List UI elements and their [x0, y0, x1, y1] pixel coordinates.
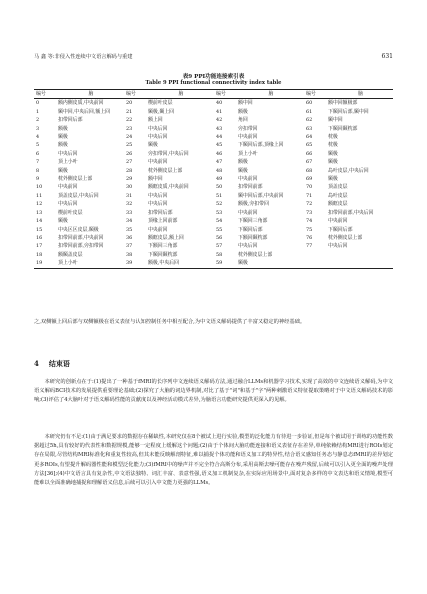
- table-row: [34, 217, 393, 225]
- col-header-brain: 脑: [268, 91, 274, 97]
- index-cell: 28: [126, 167, 133, 174]
- brain-region-cell: 额上回: [148, 117, 163, 124]
- running-header: [34, 53, 393, 61]
- index-cell: 42: [216, 117, 223, 124]
- index-cell: 52: [216, 201, 223, 208]
- brain-region-cell: 枕外侧皮层上部: [328, 234, 363, 241]
- index-cell: 18: [36, 251, 43, 258]
- table-row: [34, 158, 393, 166]
- index-cell: 13: [36, 209, 43, 216]
- index-cell: 65: [306, 142, 313, 149]
- index-cell: 68: [306, 167, 313, 174]
- index-cell: 17: [36, 243, 43, 250]
- index-cell: 62: [306, 117, 313, 124]
- brain-region-cell: 中央前回: [238, 134, 258, 141]
- index-cell: 51: [216, 192, 223, 199]
- index-cell: 8: [36, 167, 40, 174]
- index-cell: 67: [306, 159, 313, 166]
- brain-region-cell: 颞极: [238, 167, 248, 174]
- index-cell: 7: [36, 159, 40, 166]
- brain-region-cell: 扣带回前部,中央后回: [328, 209, 374, 216]
- table-row: [34, 200, 393, 208]
- table-row: [34, 108, 393, 116]
- brain-region-cell: 颞中回后部,中央前回: [238, 192, 284, 199]
- brain-region-cell: 额中回: [238, 100, 253, 107]
- brain-region-cell: 楔前叶皮层: [58, 209, 83, 216]
- index-cell: 47: [216, 159, 223, 166]
- section-title: 结束语: [48, 359, 70, 368]
- table-row: [34, 141, 393, 149]
- index-cell: 48: [216, 167, 223, 174]
- brain-region-cell: 下额回颞枕部: [238, 234, 268, 241]
- index-cell: 45: [216, 142, 223, 149]
- brain-region-cell: 额极: [238, 108, 248, 115]
- col-header-index: 编号: [306, 91, 316, 97]
- index-cell: 61: [306, 108, 313, 115]
- brain-region-cell: 下颞回后部,颞中回: [328, 108, 369, 115]
- index-cell: 35: [126, 226, 133, 233]
- index-cell: 9: [36, 176, 40, 183]
- index-cell: 26: [126, 150, 133, 157]
- col-header-brain: 脑: [88, 91, 94, 97]
- table-row: [34, 251, 393, 259]
- table-row: [34, 125, 393, 133]
- brain-region-cell: 顶盖皮层,中央后回: [58, 192, 99, 199]
- table-row: [34, 192, 393, 200]
- index-cell: 73: [306, 209, 313, 216]
- brain-region-cell: 额极: [58, 125, 68, 132]
- index-cell: 44: [216, 134, 223, 141]
- index-cell: 60: [306, 100, 313, 107]
- brain-region-cell: 扣带回前部: [238, 184, 263, 191]
- page-number: 631: [381, 53, 393, 60]
- index-cell: 40: [216, 100, 223, 107]
- index-cell: 19: [36, 260, 43, 267]
- index-cell: 59: [216, 260, 223, 267]
- brain-region-cell: 扣带回后部: [58, 117, 83, 124]
- index-cell: 15: [36, 226, 43, 233]
- table-row: [34, 99, 393, 108]
- brain-region-cell: 中央后回: [328, 243, 348, 250]
- index-cell: 71: [306, 192, 313, 199]
- table-row: [34, 226, 393, 234]
- index-cell: 69: [306, 176, 313, 183]
- brain-region-cell: 额中回额极部: [328, 100, 358, 107]
- index-cell: 39: [126, 260, 133, 267]
- col-header-brain: 脑: [358, 91, 363, 97]
- col-header-brain: 脑: [178, 91, 184, 97]
- brain-region-cell: 岛叶皮层,中央后回: [328, 167, 369, 174]
- brain-region-cell: 扣带回后部: [148, 209, 173, 216]
- index-cell: 25: [126, 142, 133, 149]
- index-cell: [304, 251, 326, 259]
- col-header-index: 编号: [216, 91, 226, 97]
- table-row: [34, 242, 393, 250]
- index-cell: 37: [126, 243, 133, 250]
- brain-region-cell: 中央后回: [148, 192, 168, 199]
- col-header-index: 编号: [126, 91, 136, 97]
- brain-region-cell: 中央前回: [148, 159, 168, 166]
- index-cell: 70: [306, 184, 313, 191]
- brain-region-cell: 下颞回后部: [328, 226, 353, 233]
- section-number: 4: [34, 359, 39, 368]
- brain-region-cell: 额颞盖皮层: [58, 251, 83, 258]
- brain-region-cell: 颞极: [328, 159, 338, 166]
- index-cell: 2: [36, 117, 40, 124]
- brain-region-cell: 扣带回前部,旁扣带回: [58, 243, 104, 250]
- index-cell: 36: [126, 234, 133, 241]
- index-cell: 12: [36, 201, 43, 208]
- brain-region-cell: 顶上小叶: [238, 150, 258, 157]
- index-cell: [304, 259, 326, 268]
- index-cell: 49: [216, 176, 223, 183]
- index-cell: 11: [36, 192, 43, 199]
- brain-region-cell: 额极: [238, 159, 248, 166]
- index-cell: 24: [126, 134, 133, 141]
- brain-region-cell: 顶上小叶: [58, 159, 78, 166]
- brain-region-cell: 额眶皮质,中央前回: [148, 184, 189, 191]
- index-cell: 5: [36, 142, 40, 149]
- section-heading: [34, 359, 80, 369]
- index-cell: 6: [36, 150, 40, 157]
- brain-region-cell: 下颞回颞枕部: [148, 251, 178, 258]
- brain-region-cell: 中央前回: [328, 218, 348, 225]
- index-cell: 77: [306, 243, 313, 250]
- paragraph-continuation: 之,双侧额上回后部与双侧额极在语义表征与认知控制任务中相互配合,为中文语义解码提供了丰富又稳定的神经基础。: [34, 319, 306, 325]
- brain-region-cell: [326, 259, 393, 268]
- index-cell: 64: [306, 134, 313, 141]
- brain-region-cell: 中央后回: [148, 125, 168, 132]
- brain-region-cell: 楔前叶皮层: [148, 100, 173, 107]
- brain-region-cell: 颞极: [58, 167, 68, 174]
- brain-region-cell: 扣带回前部,中央前回: [58, 234, 104, 241]
- ppi-index-table: [34, 89, 393, 269]
- index-cell: 20: [126, 100, 133, 107]
- index-cell: 38: [126, 251, 133, 258]
- brain-region-cell: 中央前回: [58, 184, 78, 191]
- paragraph-contributions: 本研究的创新点在于:(1)提出了一种基于fMRI的长序列中文连续语义解码方法,通过融合LLMs和机器学习技术,实现了高效的中文连续语义解码,为中文语义解码BCI技术的发展提供重要理论基础;(2)探究了大脑的词边界机制,对比了基于"词"和基于"字"两种刺激语义特征提取策略对于中文语义解码技术的影响;(3)评估了4大脑叶对于语义解码性能的贡献度以及神经活动模式差异,为脑语言功能研究提供更深入的见解。: [34, 379, 393, 404]
- table-row: [34, 116, 393, 124]
- index-cell: 3: [36, 125, 40, 132]
- table-row: [34, 209, 393, 217]
- table-row: [34, 259, 393, 268]
- table-row: [34, 167, 393, 175]
- table-row: [34, 234, 393, 242]
- brain-region-cell: 中央后回: [58, 150, 78, 157]
- index-cell: 21: [126, 108, 133, 115]
- index-cell: 74: [306, 218, 313, 225]
- index-cell: 58: [216, 251, 223, 258]
- index-cell: 76: [306, 234, 313, 241]
- brain-region-cell: 中央前回: [148, 226, 168, 233]
- index-cell: 43: [216, 125, 223, 132]
- brain-region-cell: 颞极: [238, 260, 248, 267]
- index-cell: 22: [126, 117, 133, 124]
- brain-region-cell: 额中回: [148, 176, 163, 183]
- brain-region-cell: 颞极: [58, 134, 68, 141]
- index-cell: 41: [216, 108, 223, 115]
- brain-region-cell: 中央后回: [58, 201, 78, 208]
- index-cell: 31: [126, 192, 133, 199]
- index-cell: 29: [126, 176, 133, 183]
- index-cell: 16: [36, 234, 43, 241]
- brain-region-cell: 中央后回: [148, 201, 168, 208]
- brain-region-cell: 旁扣带回: [238, 125, 258, 132]
- brain-region-cell: 颞极,颞上回: [148, 108, 175, 115]
- index-cell: 10: [36, 184, 43, 191]
- brain-region-cell: 颞极: [328, 176, 338, 183]
- index-cell: 57: [216, 243, 223, 250]
- paragraph-limitations: 本研究仍有不足:(1)由于满足要求的数据存在稀缺性,本研究仅在8个被试上进行实验,模型的泛化能力有待进一步验证,但是每个被试用于训练的功能性数据超过5h,具有较好的代表性和数据规模,能够一定程度上缓解这个问题;(2)由于个体间大脑功能连接和语义表征存在差异,单纯依赖结构MRI进行ROIs划定存在局限,尽管结构MRI标准化和重复性较高,但其未能反映解剖特征,难以捕捉个体功能和语义加工的特异性,结合语义感知任务态与静息态fMRI的差异划定更多ROIs,有望提升解码器性能和模型泛化能力;(3)fMRI中的噪声并不完全符合高斯分布,采用高斯去噪可能存在噪声残留,后续可以引入更全面的噪声处理方法[36];(4)中文语言具有复杂性,中文语法独特、词汇丰富、表意性强,语义加工机制复杂,在实际应用场景中,面对复杂多样的中文表达和语义情境,模型可能难以全面准确地捕捉和理解语义信息,后续可以引入中文能力更强的LLMs。: [34, 434, 393, 487]
- index-cell: 50: [216, 184, 223, 191]
- brain-region-cell: 颞中回: [328, 117, 343, 124]
- col-header-index: 编号: [36, 91, 46, 97]
- brain-region-cell: 角回: [238, 117, 248, 124]
- brain-region-cell: 额极,中央后回: [148, 260, 179, 267]
- brain-region-cell: 额眶皮层,额上回: [148, 234, 184, 241]
- index-cell: 27: [126, 159, 133, 166]
- brain-region-cell: 中央后回: [238, 243, 258, 250]
- index-cell: 30: [126, 184, 133, 191]
- index-cell: 1: [36, 108, 40, 115]
- index-cell: 75: [306, 226, 313, 233]
- index-cell: 14: [36, 218, 43, 225]
- table-caption-zh: 表9 PPI功能连接索引表: [182, 74, 245, 80]
- brain-region-cell: 额极: [58, 142, 68, 149]
- table-row: [34, 150, 393, 158]
- index-cell: 0: [36, 100, 40, 107]
- brain-region-cell: 下颞回颞枕部: [328, 125, 358, 132]
- index-cell: 72: [306, 201, 313, 208]
- brain-region-cell: 下颞回三角部: [238, 218, 268, 225]
- brain-region-cell: 额眶皮层: [328, 201, 348, 208]
- index-cell: 32: [126, 201, 133, 208]
- table-header-row: [34, 90, 393, 99]
- header-authors: 马 鑫 等:非侵入性连续中文语言解码与重建: [34, 54, 133, 60]
- brain-region-cell: 下颞回后部: [238, 226, 263, 233]
- index-cell: 54: [216, 218, 223, 225]
- brain-region-cell: 中央区区皮层,颞极: [58, 226, 99, 233]
- table-row: [34, 175, 393, 183]
- brain-region-cell: 中央后回: [148, 134, 168, 141]
- table-row: [34, 133, 393, 141]
- brain-region-cell: [326, 251, 393, 259]
- brain-region-cell: 中央前回: [238, 176, 258, 183]
- brain-region-cell: 顶缘上回前部: [148, 218, 178, 225]
- brain-region-cell: 下额回三角部: [148, 243, 178, 250]
- index-cell: 23: [126, 125, 133, 132]
- brain-region-cell: 下颞回后部,顶缘上回: [238, 142, 284, 149]
- index-cell: 66: [306, 150, 313, 157]
- index-cell: 53: [216, 209, 223, 216]
- brain-region-cell: 额内侧皮质,中央前回: [58, 100, 104, 107]
- brain-region-cell: 颞极: [148, 142, 158, 149]
- brain-region-cell: 枕极: [328, 134, 338, 141]
- index-cell: 63: [306, 125, 313, 132]
- brain-region-cell: 中央前回: [238, 209, 258, 216]
- brain-region-cell: 颞极: [58, 218, 68, 225]
- brain-region-cell: 旁扣带回,中央后回: [148, 150, 189, 157]
- index-cell: 56: [216, 234, 223, 241]
- table-caption-en: Table 9 PPI functional connectivity index table: [145, 80, 282, 86]
- index-cell: 33: [126, 209, 133, 216]
- brain-region-cell: 顶盖皮层: [328, 184, 348, 191]
- brain-region-cell: 岛叶皮层: [328, 192, 348, 199]
- index-cell: 46: [216, 150, 223, 157]
- brain-region-cell: 颞中回,中央后回,额上回: [58, 108, 111, 115]
- brain-region-cell: 枕外侧皮层上部: [148, 167, 183, 174]
- brain-region-cell: 枕外侧皮层上部: [58, 176, 93, 183]
- brain-region-cell: 枕外侧皮层上部: [238, 251, 273, 258]
- table-row: [34, 183, 393, 191]
- index-cell: 4: [36, 134, 40, 141]
- brain-region-cell: 枕极: [328, 142, 338, 149]
- brain-region-cell: 额极,旁扣带回: [238, 201, 269, 208]
- index-cell: 55: [216, 226, 223, 233]
- brain-region-cell: 顶上小叶: [58, 260, 78, 267]
- brain-region-cell: 颞极: [328, 150, 338, 157]
- index-cell: 34: [126, 218, 133, 225]
